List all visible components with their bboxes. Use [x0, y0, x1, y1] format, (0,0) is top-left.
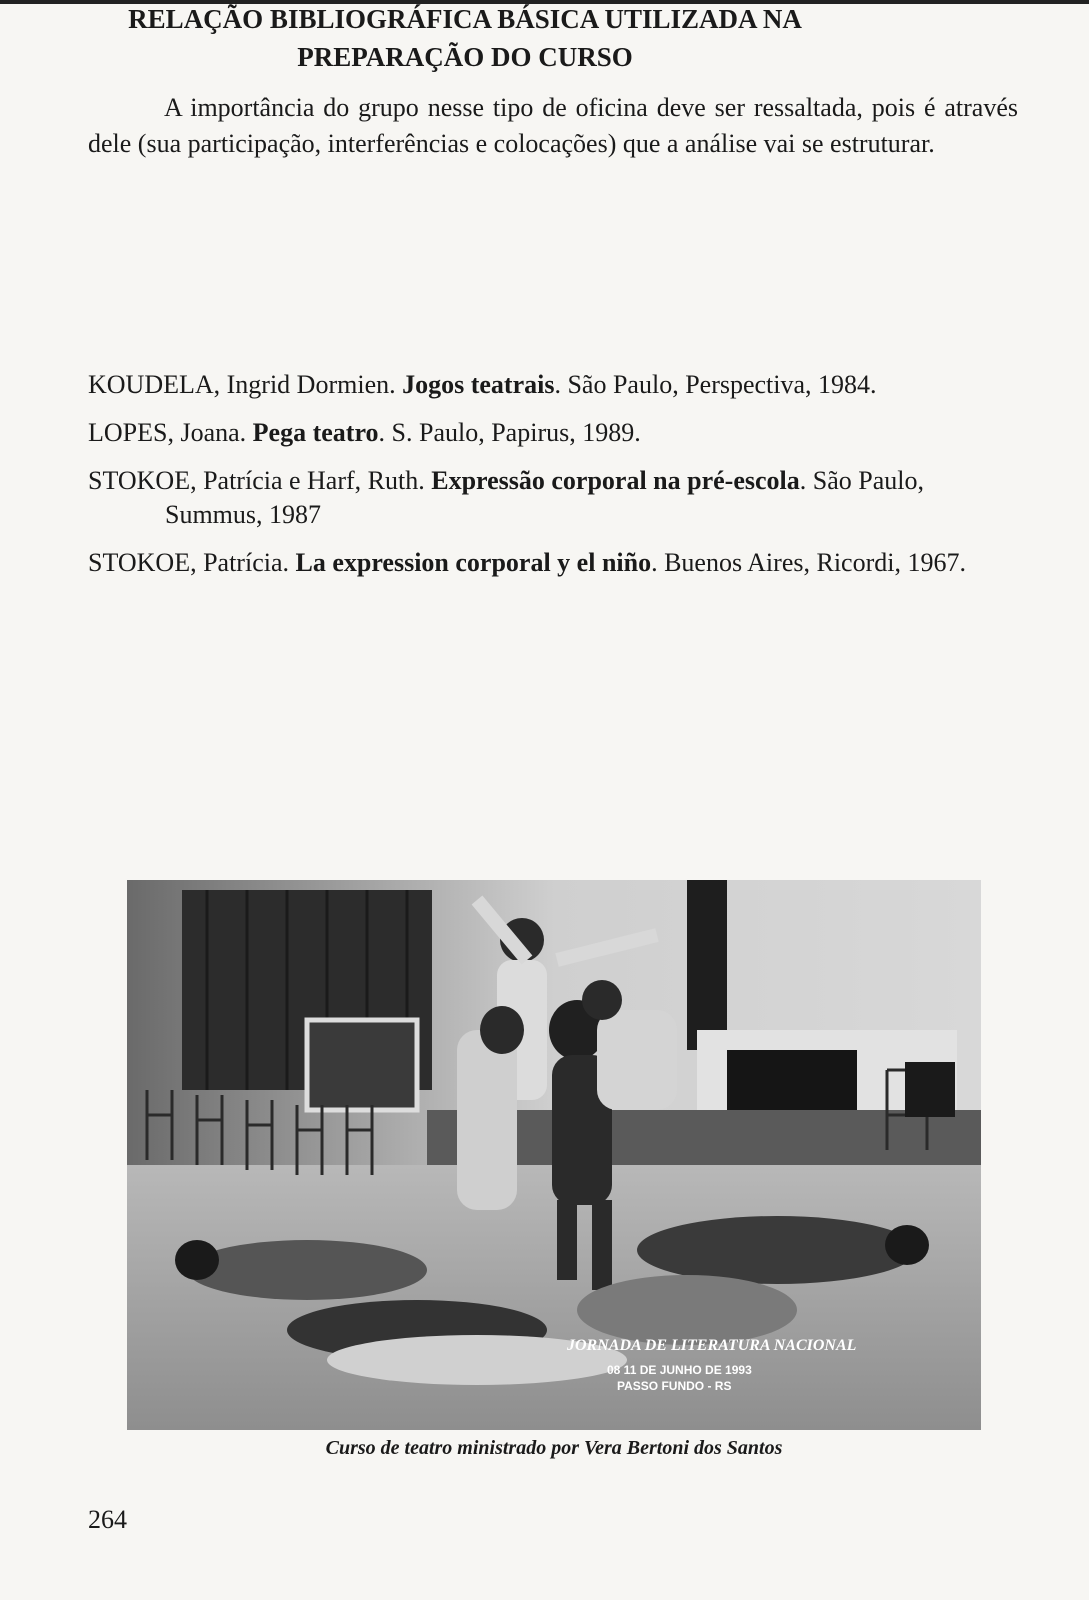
reference-details: . São Paulo, Perspectiva, 1984.: [554, 370, 877, 399]
body-paragraph: A importância do grupo nesse tipo de oficina deve ser ressaltada, pois é através dele (sua participação, interferências e colocações) que a análise vai se estruturar.: [88, 93, 1018, 158]
reference-author: STOKOE, Patrícia.: [88, 548, 296, 577]
heading-line-2: PREPARAÇÃO DO CURSO: [297, 42, 633, 72]
top-border: [0, 0, 1089, 4]
reference-author: KOUDELA, Ingrid Dormien.: [88, 370, 403, 399]
reference-item: [88, 464, 1018, 532]
floor: [127, 1165, 981, 1430]
reference-item: [88, 368, 1018, 402]
photo-illustration: [127, 880, 981, 1430]
section-heading: [0, 0, 930, 76]
reference-details: . São Paulo, Summus, 1987: [165, 466, 925, 529]
dark-pillar: [687, 880, 727, 1050]
reference-details: . S. Paulo, Papirus, 1989.: [378, 418, 641, 447]
heading-line-1: RELAÇÃO BIBLIOGRÁFICA BÁSICA UTILIZADA NA: [128, 4, 802, 34]
reference-title: Expressão corporal na pré-escola: [431, 466, 800, 495]
page-number: 264: [88, 1505, 127, 1534]
reference-item: [88, 546, 1018, 580]
banner-line-2: 08 11 DE JUNHO DE 1993: [607, 1363, 752, 1377]
photo-caption: Curso de teatro ministrado por Vera Bertoni dos Santos: [325, 1437, 783, 1459]
stage-opening: [727, 1050, 857, 1110]
banner-line-1: JORNADA DE LITERATURA NACIONAL: [567, 1337, 857, 1354]
reference-item: [88, 416, 1018, 450]
reference-details: . Buenos Aires, Ricordi, 1967.: [651, 548, 966, 577]
chair-back: [905, 1062, 955, 1117]
chalkboard: [307, 1020, 417, 1110]
reference-title: Pega teatro: [252, 418, 379, 447]
banner-line-3: PASSO FUNDO - RS: [617, 1379, 732, 1393]
reference-title: Jogos teatrais: [402, 370, 555, 399]
theater-class-photo: [127, 880, 981, 1430]
reference-title: La expression corporal y el niño: [295, 548, 652, 577]
reference-author: LOPES, Joana.: [88, 418, 253, 447]
reference-author: STOKOE, Patrícia e Harf, Ruth.: [88, 466, 432, 495]
reference-list: [88, 368, 1018, 594]
